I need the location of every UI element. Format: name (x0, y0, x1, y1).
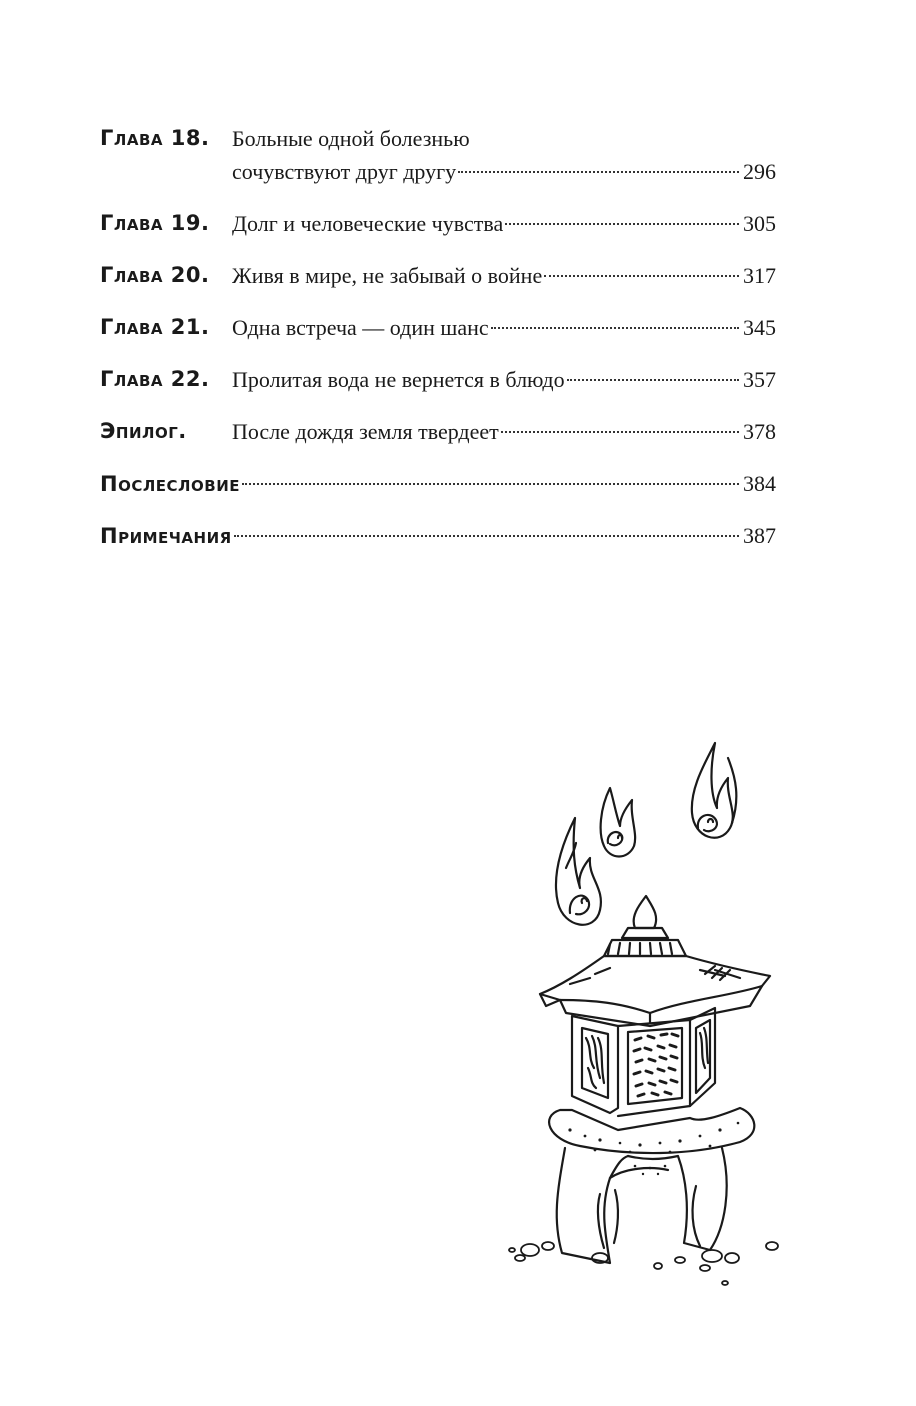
chapter-label: Глава 19. (100, 211, 210, 235)
dot-leader (505, 222, 739, 225)
chapter-title: Пролитая вода не вернется в блюдо (232, 367, 565, 392)
dot-leader (501, 430, 739, 433)
toc-entry-chapter-22[interactable] (100, 363, 776, 415)
page-number: 357 (743, 367, 776, 392)
page-number: 296 (743, 159, 776, 184)
toc-entry-epilogue[interactable] (100, 415, 776, 467)
chapter-title: Больные одной болезнью (232, 126, 470, 151)
spirit-flame-icon (692, 743, 737, 838)
page-number: 384 (743, 471, 776, 496)
chapter-label: Глава 22. (100, 367, 210, 391)
page-number: 305 (743, 211, 776, 236)
toc-entry-chapter-20[interactable] (100, 259, 776, 311)
chapter-title: Одна встреча — один шанс (232, 315, 489, 340)
dot-leader (567, 378, 739, 381)
dot-leader (491, 326, 739, 329)
stone-lantern-with-spirit-flames-icon (500, 738, 800, 1298)
dot-leader (458, 170, 739, 173)
toc-entry-chapter-19[interactable] (100, 207, 776, 259)
chapter-label: Глава 18. (100, 126, 210, 150)
toc-entry-afterword[interactable] (100, 467, 776, 519)
chapter-title: Долг и человеческие чувства (232, 211, 504, 236)
section-label: Послесловие (100, 472, 240, 496)
toc-entry-chapter-21[interactable] (100, 311, 776, 363)
spirit-flame-icon (601, 788, 636, 857)
chapter-title: Живя в мире, не забывай о войне (232, 263, 543, 288)
toc-entry-chapter-18[interactable] (100, 122, 776, 207)
dot-leader (234, 534, 739, 537)
page-number: 378 (743, 419, 776, 444)
chapter-label: Глава 20. (100, 263, 210, 287)
chapter-title-continued: сочувствуют друг другу (232, 159, 457, 184)
dot-leader (544, 274, 739, 277)
section-label: Примечания (100, 524, 232, 548)
spirit-flame-icon (556, 818, 601, 925)
page-number: 345 (743, 315, 776, 340)
chapter-label: Эпилог. (100, 419, 187, 443)
page-number: 317 (743, 263, 776, 288)
chapter-label: Глава 21. (100, 315, 210, 339)
page-number: 387 (743, 523, 776, 548)
dot-leader (242, 482, 739, 485)
table-of-contents (100, 122, 776, 571)
chapter-title: После дождя земля твердеет (232, 419, 499, 444)
toc-entry-notes[interactable] (100, 519, 776, 571)
